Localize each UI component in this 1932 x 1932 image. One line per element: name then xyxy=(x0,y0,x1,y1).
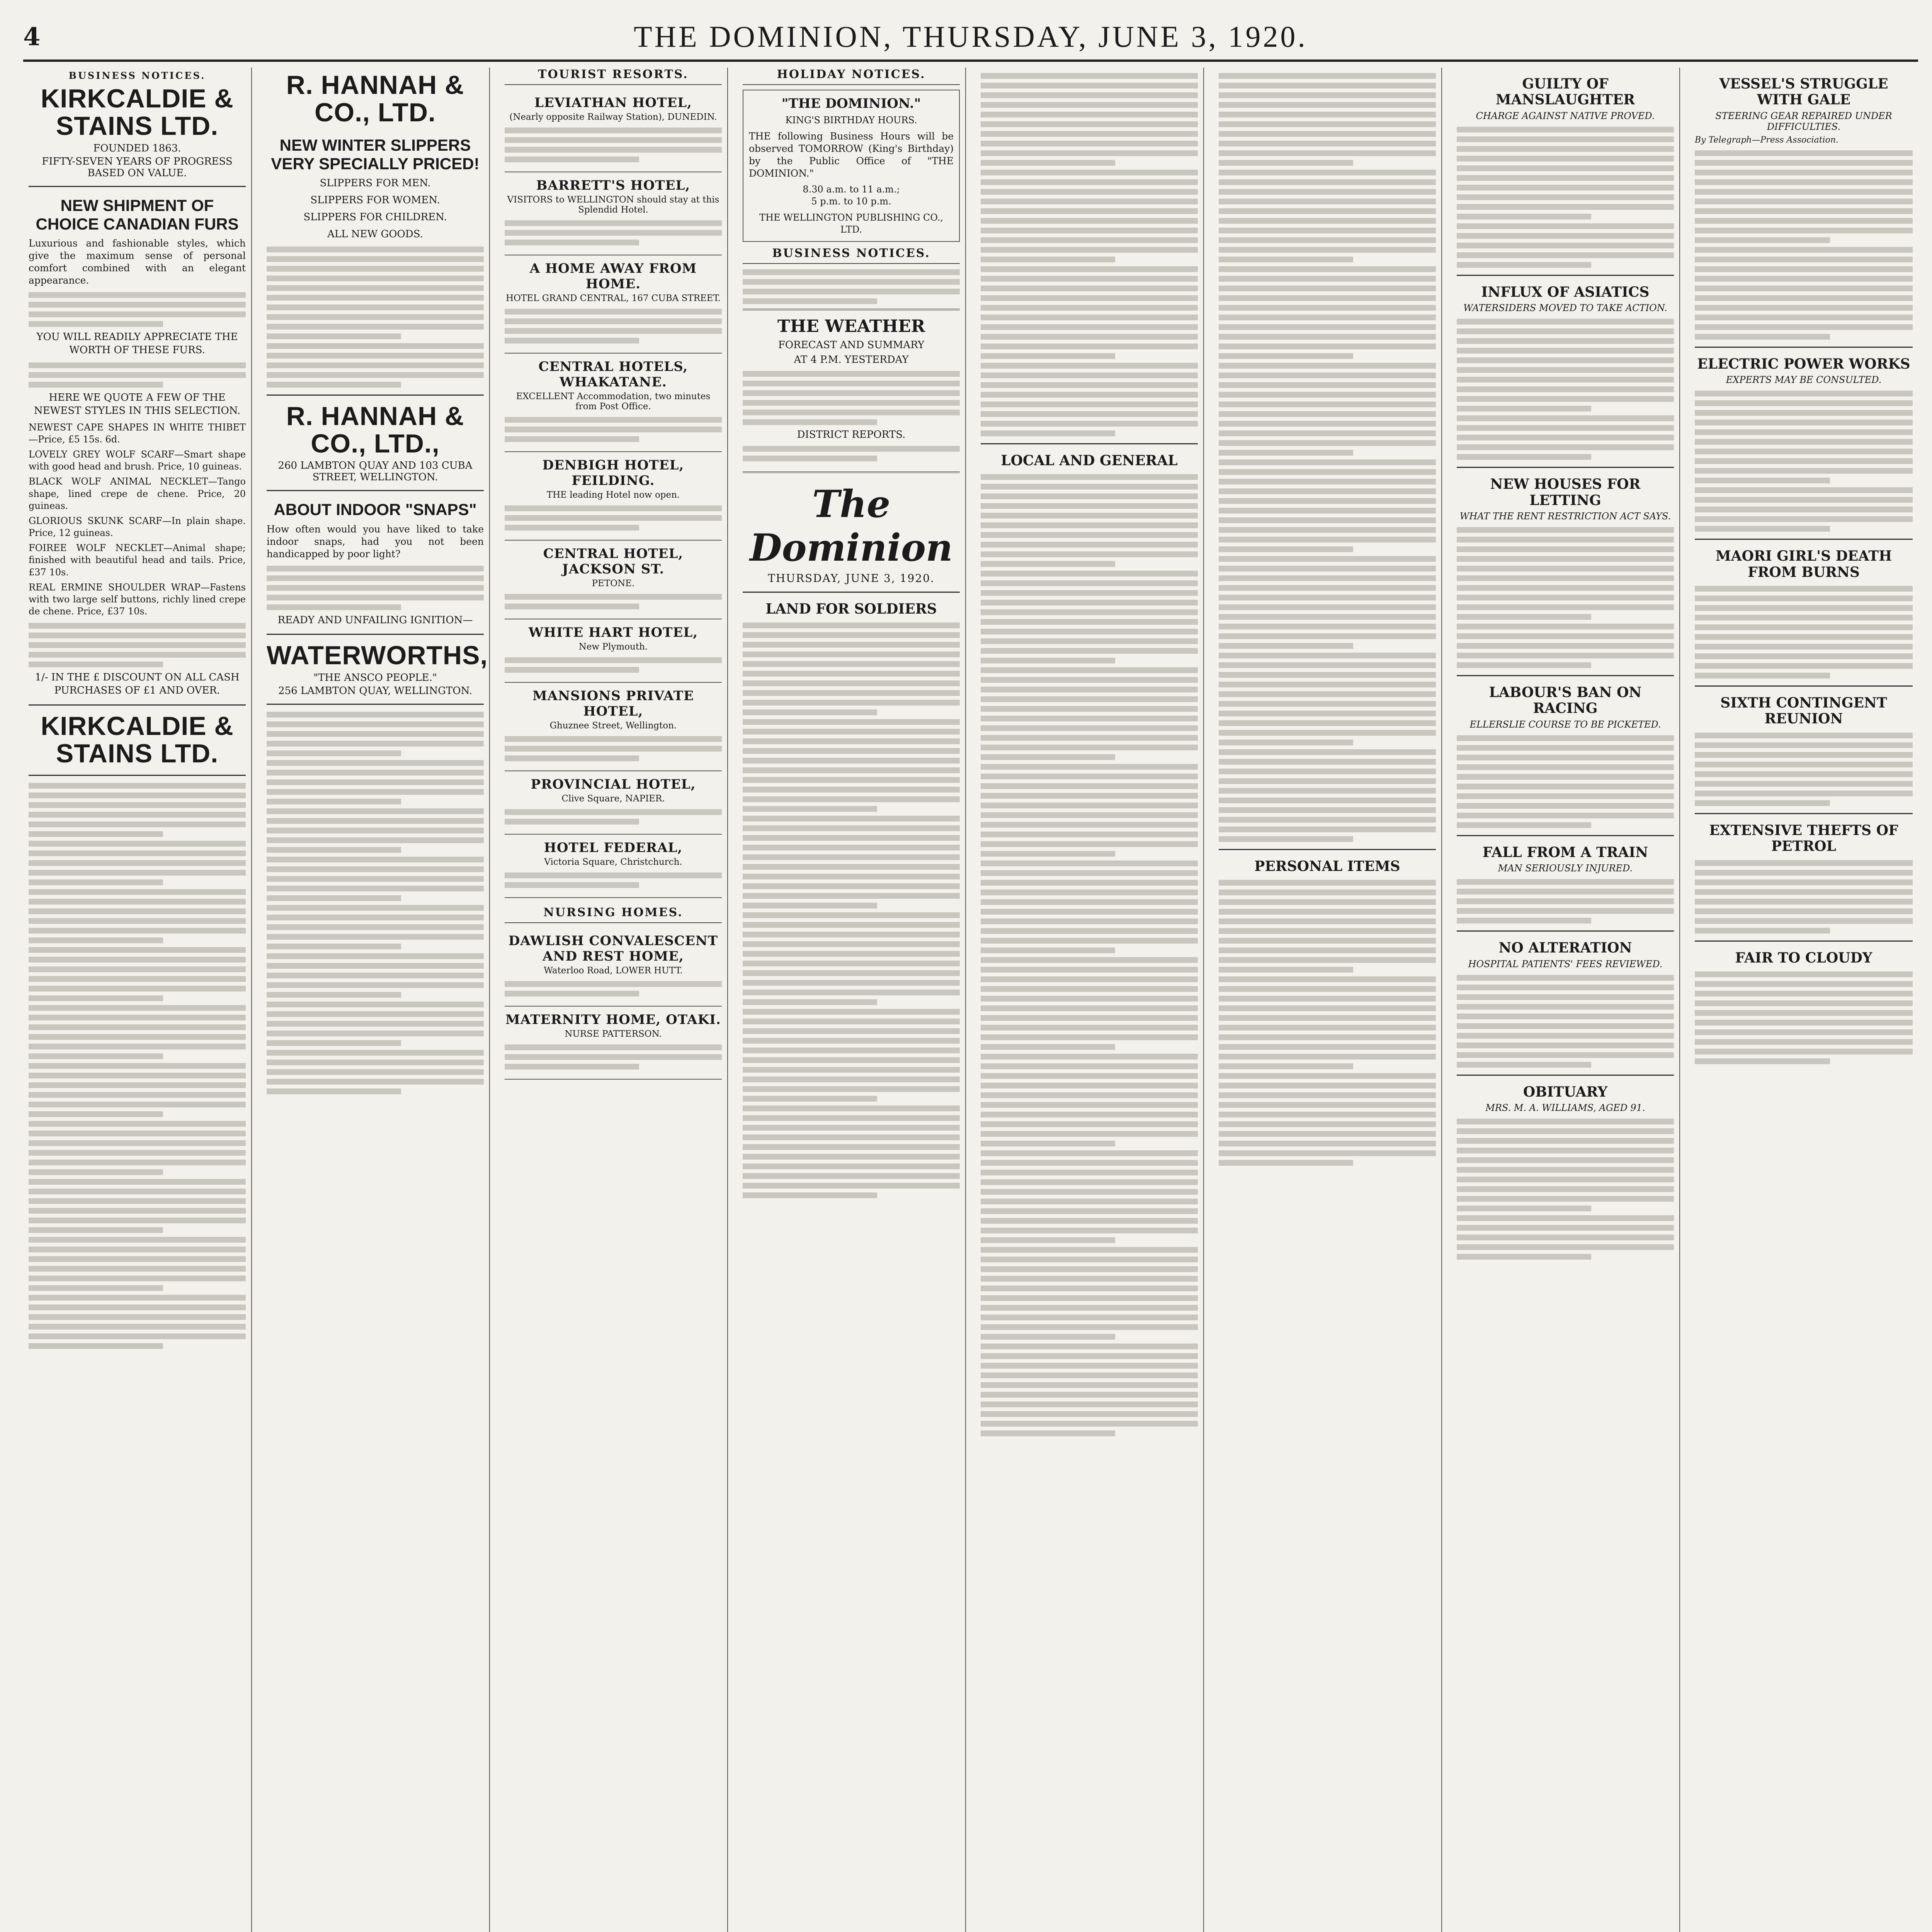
divider xyxy=(1457,675,1674,676)
divider xyxy=(1219,849,1436,850)
text-block xyxy=(267,247,484,388)
text-block xyxy=(29,623,246,667)
column-1 xyxy=(23,68,252,1932)
text-block xyxy=(1695,391,1913,532)
ad-headline: NEW WINTER SLIPPERS VERY SPECIALLY PRICED! xyxy=(271,136,480,173)
ad-body: How often would you have liked to take indoor snaps, had you not been handicapped by poor light? xyxy=(267,523,484,560)
ad-notice: READY AND UNFAILING IGNITION— xyxy=(277,614,473,626)
ad-headline: ABOUT INDOOR "SNAPS" xyxy=(274,500,477,519)
discount-line: 1/- IN THE £ DISCOUNT ON ALL CASH PURCHASES OF £1 AND OVER. xyxy=(35,672,240,697)
advertiser-slogan: "THE ANSCO PEOPLE." xyxy=(313,672,437,684)
list-item: LOVELY GREY WOLF SCARF—Smart shape with good head and brush. Price, 10 guineas. xyxy=(29,449,246,472)
weather-time: AT 4 P.M. YESTERDAY xyxy=(794,354,909,366)
listing-name: CENTRAL HOTELS, WHAKATANE. xyxy=(538,359,688,390)
leader-heading: LAND FOR SOLDIERS xyxy=(765,600,937,617)
article-heading: ELECTRIC POWER WORKS xyxy=(1697,355,1910,372)
listing-name: HOTEL FEDERAL, xyxy=(544,840,683,855)
list-item: NEWEST CAPE SHAPES IN WHITE THIBET—Price, £5 15s. 6d. xyxy=(29,422,246,445)
weather-subheading: FORECAST AND SUMMARY xyxy=(778,339,925,351)
ad-headline: NEW SHIPMENT OF CHOICE CANADIAN FURS xyxy=(36,196,239,233)
listing-detail: Victoria Square, Christchurch. xyxy=(544,857,682,867)
notice-text: THE following Business Hours will be observed TOMORROW (King's Birthday) by the Public Office of "THE DOMINION." xyxy=(749,131,954,179)
listing xyxy=(505,619,722,683)
divider xyxy=(1695,347,1913,348)
text-block xyxy=(29,292,246,327)
text-block xyxy=(29,783,246,1349)
listing-detail: THE leading Hotel now open. xyxy=(546,490,680,500)
article-heading: OBITUARY xyxy=(1523,1083,1608,1100)
listing-detail: VISITORS to WELLINGTON should stay at this Splendid Hotel. xyxy=(507,195,719,215)
all-new-goods: ALL NEW GOODS. xyxy=(327,228,423,240)
divider xyxy=(267,704,484,705)
listing xyxy=(505,255,722,354)
divider xyxy=(1695,940,1913,942)
listing-name: DENBIGH HOTEL, FEILDING. xyxy=(542,457,684,488)
article-heading: SIXTH CONTINGENT REUNION xyxy=(1720,694,1887,727)
notice-subtitle: KING'S BIRTHDAY HOURS. xyxy=(785,115,917,126)
text-block xyxy=(1457,975,1674,1068)
listing-detail: Clive Square, NAPIER. xyxy=(561,794,665,804)
hours-line: 5 p.m. to 10 p.m. xyxy=(811,196,891,207)
weather-heading: THE WEATHER xyxy=(777,316,925,336)
text-block xyxy=(1457,527,1674,668)
section-heading: LOCAL AND GENERAL xyxy=(1001,452,1178,469)
listing-detail: Waterloo Road, LOWER HUTT. xyxy=(544,966,683,976)
notice-title: "THE DOMINION." xyxy=(781,96,921,111)
advertiser-name: KIRKCALDIE & STAINS LTD. xyxy=(41,711,234,769)
listing-name: CENTRAL HOTEL, JACKSON ST. xyxy=(543,546,684,577)
text-block xyxy=(1457,319,1674,460)
ad-intro: Luxurious and fashionable styles, which give the maximum sense of personal comfort combined with an elegant appearance. xyxy=(29,238,246,286)
article-subheading: MAN SERIOUSLY INJURED. xyxy=(1498,863,1633,874)
listing-name: PROVINCIAL HOTEL, xyxy=(531,777,696,792)
article-heading: FALL FROM A TRAIN xyxy=(1482,844,1648,861)
publisher: THE WELLINGTON PUBLISHING CO., LTD. xyxy=(759,212,943,235)
divider xyxy=(267,395,484,396)
listing-name: A HOME AWAY FROM HOME. xyxy=(529,261,697,292)
divider xyxy=(1695,813,1913,814)
listing-detail: PETONE. xyxy=(592,578,635,588)
listing-detail: Ghuznee Street, Wellington. xyxy=(549,721,677,731)
article-subheading: WATERSIDERS MOVED TO TAKE ACTION. xyxy=(1463,303,1667,314)
page-number: 4 xyxy=(23,22,41,51)
district-heading: DISTRICT REPORTS. xyxy=(797,429,906,440)
divider xyxy=(267,634,484,635)
article-heading: NO ALTERATION xyxy=(1498,940,1632,956)
divider xyxy=(1695,539,1913,540)
listing-name: LEVIATHAN HOTEL, xyxy=(534,95,692,111)
divider xyxy=(267,490,484,491)
list-item: GLORIOUS SKUNK SCARF—In plain shape. Price, 12 guineas. xyxy=(29,515,246,539)
section-heading: BUSINESS NOTICES. xyxy=(743,247,960,264)
listing xyxy=(505,835,722,898)
list-heading: HERE WE QUOTE A FEW OF THE NEWEST STYLES IN THIS SELECTION. xyxy=(34,391,241,417)
masthead xyxy=(23,15,1918,62)
holiday-notice xyxy=(743,90,960,242)
newspaper-date: THURSDAY, JUNE 3, 1920. xyxy=(768,571,935,585)
listing-detail: EXCELLENT Accommodation, two minutes from Post Office. xyxy=(516,391,711,412)
listing-name: WHITE HART HOTEL, xyxy=(528,625,698,640)
list-item: FOIREE WOLF NECKLET—Animal shape; finished with beautiful head and tails. Price, £37 10s. xyxy=(29,543,246,578)
article-subheading: EXPERTS MAY BE CONSULTED. xyxy=(1726,374,1882,386)
list-item: REAL ERMINE SHOULDER WRAP—Fastens with two large self buttons, richly lined crepe de chene. Price, £37 10s. xyxy=(29,582,246,617)
advertiser-address: 260 LAMBTON QUAY AND 103 CUBA STREET, WELLINGTON. xyxy=(278,460,473,483)
text-block xyxy=(743,269,960,304)
listing-detail: (Nearly opposite Railway Station), DUNEDIN. xyxy=(509,112,717,122)
section-heading: TOURIST RESORTS. xyxy=(505,68,722,85)
listing xyxy=(505,354,722,452)
advertiser-address: 256 LAMBTON QUAY, WELLINGTON. xyxy=(278,685,472,697)
text-block xyxy=(1457,1119,1674,1260)
section-heading: PERSONAL ITEMS xyxy=(1254,858,1400,874)
listing xyxy=(505,172,722,255)
listing-detail: HOTEL GRAND CENTRAL, 167 CUBA STREET. xyxy=(506,293,721,303)
listing-detail: New Plymouth. xyxy=(578,642,648,652)
column-6 xyxy=(1213,68,1442,1932)
listing-name: MATERNITY HOME, OTAKI. xyxy=(505,1012,721,1027)
slippers-women: SLIPPERS FOR WOMEN. xyxy=(310,194,440,206)
slippers-children: SLIPPERS FOR CHILDREN. xyxy=(303,211,447,223)
weather-box xyxy=(743,309,960,473)
ad-notice: YOU WILL READILY APPRECIATE THE WORTH OF THESE FURS. xyxy=(36,331,238,356)
text-block xyxy=(1457,879,1674,923)
text-block xyxy=(1695,150,1913,340)
article-subheading: STEERING GEAR REPAIRED UNDER DIFFICULTIES. xyxy=(1715,110,1892,132)
divider xyxy=(1457,835,1674,836)
divider xyxy=(1695,685,1913,687)
section-heading: HOLIDAY NOTICES. xyxy=(743,68,960,85)
text-block xyxy=(981,474,1198,1436)
divider xyxy=(29,704,246,706)
divider xyxy=(981,443,1198,444)
listing xyxy=(505,452,722,541)
advertiser-name: KIRKCALDIE & STAINS LTD. xyxy=(41,84,234,141)
text-block xyxy=(267,566,484,610)
article-heading: FAIR TO CLOUDY xyxy=(1735,949,1872,966)
article-subheading: HOSPITAL PATIENTS' FEES REVIEWED. xyxy=(1468,958,1663,969)
column-7 xyxy=(1451,68,1680,1932)
article-heading: GUILTY OF MANSLAUGHTER xyxy=(1495,76,1635,108)
listing xyxy=(505,541,722,619)
divider xyxy=(29,775,246,776)
founded-line: FOUNDED 1863. xyxy=(93,142,181,154)
article-heading: LABOUR'S BAN ON RACING xyxy=(1489,684,1642,717)
listing xyxy=(505,1007,722,1080)
slippers-men: SLIPPERS FOR MEN. xyxy=(320,177,431,189)
divider xyxy=(1457,1075,1674,1076)
list-item: BLACK WOLF ANIMAL NECKLET—Tango shape, lined crepe de chene. Price, 20 guineas. xyxy=(29,476,246,511)
divider xyxy=(743,592,960,593)
listing xyxy=(505,771,722,835)
article-heading: MAORI GIRL'S DEATH FROM BURNS xyxy=(1715,548,1892,580)
listing xyxy=(505,90,722,172)
article-heading: INFLUX OF ASIATICS xyxy=(1481,284,1650,300)
text-block xyxy=(267,712,484,1094)
article-heading: VESSEL'S STRUGGLE WITH GALE xyxy=(1719,76,1888,108)
listing-name: MANSIONS PRIVATE HOTEL, xyxy=(532,688,694,719)
section-label: BUSINESS NOTICES. xyxy=(68,70,206,81)
text-block xyxy=(1695,586,1913,679)
text-block xyxy=(1219,880,1436,1166)
article-subheading: MRS. M. A. WILLIAMS, AGED 91. xyxy=(1485,1102,1645,1113)
text-block xyxy=(1695,733,1913,806)
text-block xyxy=(1695,860,1913,934)
divider xyxy=(29,186,246,187)
listing-name: DAWLISH CONVALESCENT AND REST HOME, xyxy=(508,933,718,964)
column-2 xyxy=(261,68,490,1932)
text-block xyxy=(1695,971,1913,1064)
article-subheading: WHAT THE RENT RESTRICTION ACT SAYS. xyxy=(1459,510,1671,522)
text-block xyxy=(1219,73,1436,842)
text-block xyxy=(1457,127,1674,268)
hours-line: 8.30 a.m. to 11 a.m.; xyxy=(803,184,900,195)
divider xyxy=(1457,275,1674,276)
article-subheading: ELLERSLIE COURSE TO BE PICKETED. xyxy=(1469,719,1661,730)
text-block xyxy=(29,362,246,388)
columns xyxy=(23,68,1918,1932)
listing-detail: NURSE PATTERSON. xyxy=(565,1029,662,1039)
column-5 xyxy=(975,68,1204,1932)
advertiser-name: WATERWORTHS, xyxy=(267,641,488,670)
text-block xyxy=(981,73,1198,436)
section-heading: NURSING HOMES. xyxy=(505,906,722,923)
column-8 xyxy=(1689,68,1918,1932)
column-3 xyxy=(499,68,728,1932)
text-block xyxy=(743,622,960,1198)
tagline: FIFTY-SEVEN YEARS OF PROGRESS BASED ON VALUE. xyxy=(42,155,233,179)
divider xyxy=(1457,467,1674,468)
newspaper-banner: THE DOMINION, THURSDAY, JUNE 3, 1920. xyxy=(634,20,1308,53)
article-heading: EXTENSIVE THEFTS OF PETROL xyxy=(1709,822,1898,855)
byline: By Telegraph—Press Association. xyxy=(1695,135,1838,145)
column-4 xyxy=(737,68,966,1932)
advertiser-name: R. HANNAH & CO., LTD. xyxy=(286,70,464,128)
advertiser-address-title: R. HANNAH & CO., LTD., xyxy=(286,401,464,458)
listing xyxy=(505,928,722,1007)
newspaper-nameplate: The Dominion xyxy=(750,482,953,570)
article-heading: NEW HOUSES FOR LETTING xyxy=(1490,476,1641,509)
article-subheading: CHARGE AGAINST NATIVE PROVED. xyxy=(1476,110,1655,121)
listing-name: BARRETT'S HOTEL, xyxy=(536,178,690,193)
text-block xyxy=(1457,735,1674,828)
listing xyxy=(505,683,722,771)
divider xyxy=(1457,930,1674,932)
